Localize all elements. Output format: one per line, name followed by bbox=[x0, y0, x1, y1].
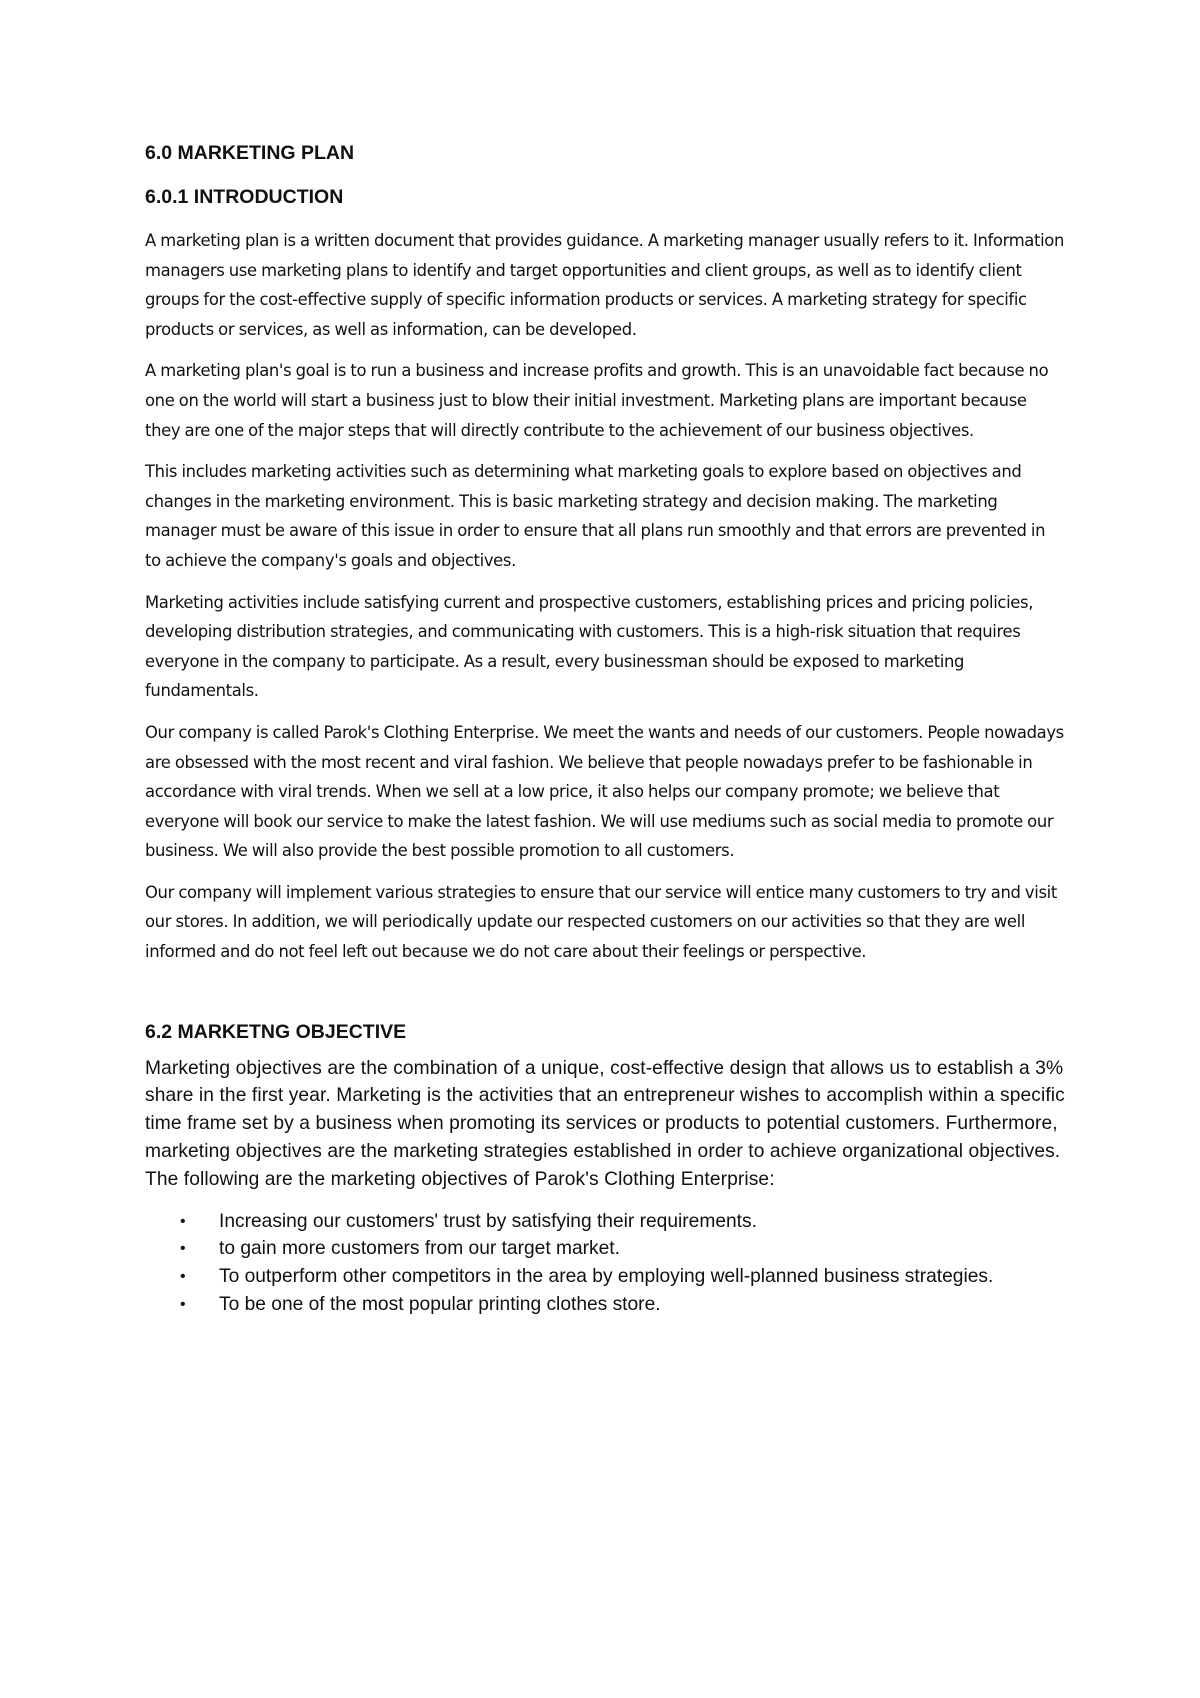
intro-paragraph-3: This includes marketing activities such as determining what marketing goals to explore based on objectives and changes in the marketing environment. This is basic marketing strategy and decision making. The marketing manager must be aware of this issue in order to ensure that all plans run smoothly and that errors are prevented in to achieve the company's goals and objectives. bbox=[145, 462, 1046, 570]
bullet-icon: • bbox=[180, 1296, 186, 1314]
section-title: 6.0 MARKETING PLAN bbox=[145, 142, 355, 164]
list-item bbox=[145, 1291, 1065, 1319]
intro-paragraph-6: Our company will implement various strategies to ensure that our service will entice many customers to try and visit our stores. In addition, we will periodically update our respected customers on our activities so that they are well informed and do not feel left out because we do not care about their feelings or perspective. bbox=[145, 882, 1057, 962]
list-item bbox=[145, 1263, 1065, 1291]
objective-heading: 6.2 MARKETNG OBJECTIVE bbox=[145, 1020, 407, 1043]
intro-paragraph-4: Marketing activities include satisfying current and prospective customers, establishing prices and pricing policies, developing distribution strategies, and communicating with customers. This is a high-risk situation that requires everyone in the company to participate. As a result, every businessman should be exposed to marketing fundamentals. bbox=[145, 592, 1034, 701]
list-item-text: To be one of the most popular printing clothes store. bbox=[219, 1294, 661, 1316]
objective-list bbox=[145, 1208, 1065, 1319]
introduction-heading: 6.0.1 INTRODUCTION bbox=[145, 186, 344, 208]
intro-paragraph-5: Our company is called Parok's Clothing Enterprise. We meet the wants and needs of our customers. People nowadays are obsessed with the most recent and viral fashion. We believe that people nowadays prefer to be fashionable in accordance with viral trends. When we sell at a low price, it also helps our company promote; we believe that everyone will book our service to make the latest fashion. We will use mediums such as social media to promote our business. We will also provide the best possible promotion to all customers. bbox=[145, 722, 1064, 861]
introduction-body bbox=[145, 226, 1065, 967]
list-item bbox=[145, 1235, 1065, 1263]
list-item-text: Increasing our customers' trust by satisfying their requirements. bbox=[219, 1210, 757, 1232]
list-item bbox=[145, 1208, 1065, 1236]
intro-paragraph-2: A marketing plan's goal is to run a business and increase profits and growth. This is an unavoidable fact because no one on the world will start a business just to blow their initial investment. Marketing plans are important because they are one of the major steps that will directly contribute to the achievement of our business objectives. bbox=[145, 361, 1049, 440]
list-item-text: to gain more customers from our target market. bbox=[219, 1238, 620, 1260]
bullet-icon: • bbox=[180, 1240, 186, 1258]
document-page bbox=[145, 140, 1065, 1319]
objective-paragraph: Marketing objectives are the combination of a unique, cost-effective design that allows us to establish a 3% share in the first year. Marketing is the activities that an entrepreneur wishes to accomplish within a specific time frame set by a business when promoting its services or products to potential customers. Furthermore, marketing objectives are the marketing strategies established in order to achieve organizational objectives. The following are the marketing objectives of Parok's Clothing Enterprise: bbox=[145, 1057, 1065, 1190]
bullet-icon: • bbox=[180, 1268, 186, 1286]
bullet-icon: • bbox=[180, 1212, 186, 1230]
intro-paragraph-1: A marketing plan is a written document that provides guidance. A marketing manager usually refers to it. Information managers use marketing plans to identify and target opportunities and client groups, as well as to identify client groups for the cost-effective supply of specific information products or services. A marketing strategy for specific products or services, as well as information, can be developed. bbox=[145, 231, 1064, 339]
list-item-text: To outperform other competitors in the area by employing well-planned business strategies. bbox=[219, 1266, 994, 1288]
